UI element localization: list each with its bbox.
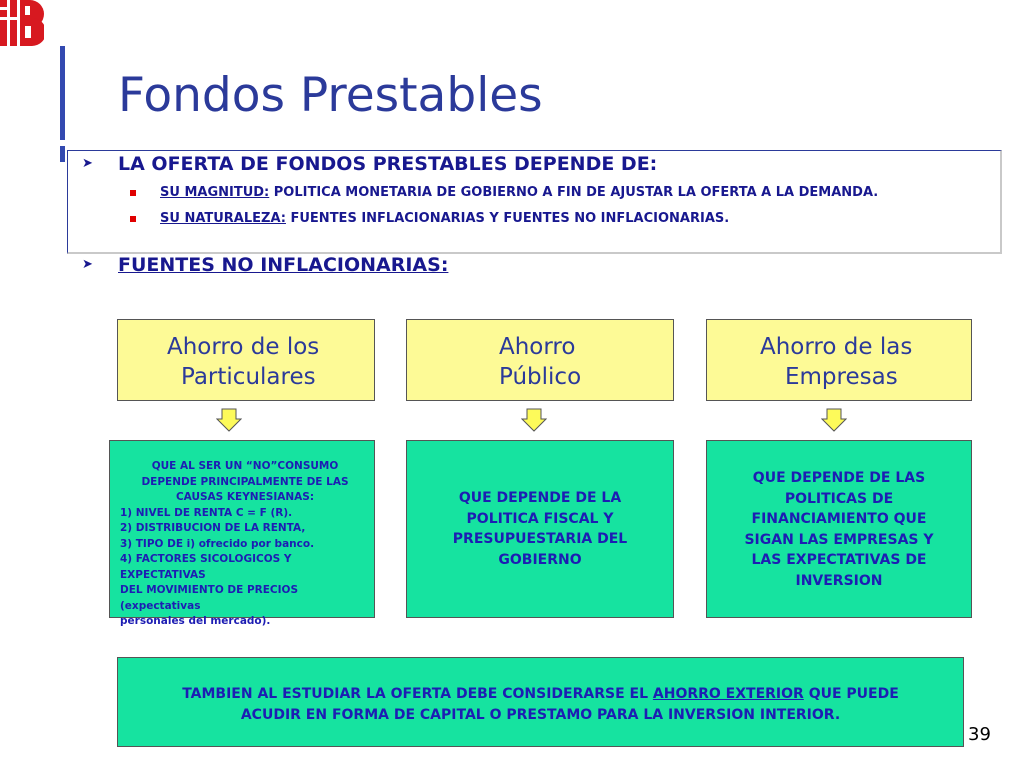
detail-line: 1) NIVEL DE RENTA C = F (R). — [120, 506, 293, 519]
detail-box-publico — [406, 440, 674, 618]
detail-line: SIGAN LAS EMPRESAS Y — [744, 531, 934, 548]
arrow-bullet-icon: ➤ — [82, 257, 93, 272]
source-line2: Empresas — [785, 364, 898, 390]
detail-box-particulares — [109, 440, 375, 627]
detail-line: 2) DISTRIBUCION DE LA RENTA, — [120, 522, 306, 534]
source-line2: Particulares — [181, 364, 316, 390]
note-text: QUE PUEDE — [803, 686, 899, 702]
detail-line: CAUSAS KEYNESIANAS: — [175, 491, 315, 503]
non-inflationary-heading — [82, 254, 449, 276]
nature-item — [160, 211, 729, 226]
detail-box-empresas — [706, 440, 972, 618]
source-line1: Ahorro de las — [760, 334, 913, 360]
detail-line: POLITICA FISCAL Y — [466, 510, 614, 527]
supply-heading — [82, 153, 658, 175]
detail-line: INVERSION — [795, 572, 883, 589]
detail-line: 4) FACTORES SICOLOGICOS Y EXPECTATIVAS — [120, 553, 292, 581]
note-line1 — [118, 684, 963, 705]
detail-line: QUE AL SER UN “NO”CONSUMO — [151, 460, 339, 472]
down-arrow-icon — [821, 408, 847, 432]
magnitude-label: SU MAGNITUD: — [160, 185, 270, 200]
square-bullet-icon — [130, 190, 136, 196]
source-box-particulares — [117, 319, 375, 401]
nature-label: SU NATURALEZA: — [160, 211, 286, 226]
external-savings-note — [117, 657, 964, 747]
detail-line: personales del mercado). — [120, 615, 271, 627]
logo-icon — [0, 0, 44, 46]
note-text: TAMBIEN AL ESTUDIAR LA OFERTA DEBE CONSIDERARSE EL — [182, 686, 653, 702]
detail-line: POLITICAS DE — [784, 490, 894, 507]
source-box-publico — [406, 319, 674, 401]
detail-line: QUE DEPENDE DE LA — [458, 490, 622, 506]
detail-line: GOBIERNO — [498, 551, 582, 568]
detail-line: DEL MOVIMIENTO DE PRECIOS (expectativas — [120, 584, 299, 612]
source-box-empresas — [706, 319, 972, 401]
magnitude-text: POLITICA MONETARIA DE GOBIERNO A FIN DE AJUSTAR LA OFERTA A LA DEMANDA. — [269, 185, 879, 200]
source-line1: Ahorro de los — [167, 334, 320, 360]
nature-text: FUENTES INFLACIONARIAS Y FUENTES NO INFLACIONARIAS. — [285, 211, 730, 226]
detail-line: QUE DEPENDE DE LAS — [752, 470, 926, 486]
detail-line: FINANCIAMIENTO QUE — [751, 511, 927, 527]
down-arrow-icon — [521, 408, 547, 432]
down-arrow-icon — [216, 408, 242, 432]
detail-line: DEPENDE PRINCIPALMENTE DE LAS — [141, 475, 349, 488]
arrow-bullet-icon: ➤ — [82, 156, 93, 171]
detail-line: 3) TIPO DE i) ofrecido por banco. — [120, 537, 315, 550]
title-accent-bar-lower — [60, 146, 65, 162]
page-title: Fondos Prestables — [118, 68, 543, 123]
supply-heading-text: LA OFERTA DE FONDOS PRESTABLES DEPENDE DE: — [118, 153, 658, 175]
magnitude-item — [160, 185, 878, 200]
square-bullet-icon — [130, 216, 136, 222]
note-line2: ACUDIR EN FORMA DE CAPITAL O PRESTAMO PARA LA INVERSION INTERIOR. — [240, 707, 841, 723]
detail-line: PRESUPUESTARIA DEL — [452, 531, 628, 547]
detail-intro — [120, 459, 370, 506]
page-number: 39 — [968, 724, 991, 745]
detail-line: LAS EXPECTATIVAS DE — [751, 552, 927, 568]
source-line1: Ahorro — [499, 334, 576, 360]
title-accent-bar — [60, 46, 65, 140]
note-underlined-text: AHORRO EXTERIOR — [652, 686, 804, 702]
source-line2: Público — [499, 364, 582, 390]
non-inflationary-heading-text: FUENTES NO INFLACIONARIAS: — [118, 254, 449, 276]
